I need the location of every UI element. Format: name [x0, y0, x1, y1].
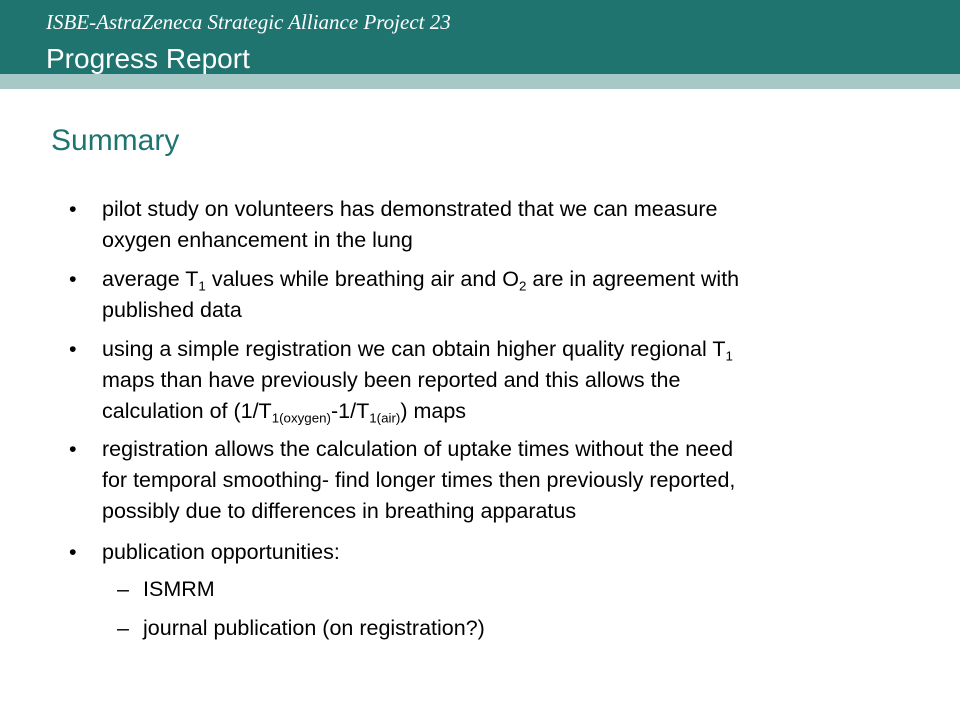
bullet-marker: •	[69, 197, 77, 221]
sub-bullet-text-ismrm: ISMRM	[143, 577, 215, 601]
bullet-marker: •	[69, 337, 77, 361]
bullet-text-line: registration allows the calculation of uptake times without the need	[102, 437, 734, 461]
text-segment: -1/T	[330, 399, 370, 423]
bullet-text-line: maps than have previously been reported and this allows the	[102, 368, 681, 392]
text-segment: calculation of (1/T	[102, 399, 272, 423]
bullet-marker: •	[69, 267, 77, 291]
text-segment: are in agreement with	[526, 267, 740, 291]
text-segment: using a simple registration we can obtain higher quality regional T	[102, 337, 726, 361]
subscript: 1(air)	[369, 410, 401, 426]
bullet-text-line: published data	[102, 298, 242, 322]
text-segment: average T	[102, 267, 199, 291]
subscript: 1	[198, 278, 206, 294]
bullet-text-line: oxygen enhancement in the lung	[102, 228, 413, 252]
text-segment: values while breathing air and O	[205, 267, 519, 291]
bullet-text-line: pilot study on volunteers has demonstrated that we can measure	[102, 197, 718, 221]
header-title: Progress Report	[46, 43, 250, 74]
bullet-marker: •	[69, 437, 77, 461]
bullet-marker: •	[69, 540, 77, 564]
sub-bullet-marker: –	[117, 616, 129, 640]
subscript: 2	[518, 278, 527, 294]
bullet-text-line	[102, 334, 733, 365]
bullet-text-line: for temporal smoothing- find longer times then previously reported,	[102, 468, 736, 492]
bullet-text-line	[102, 264, 739, 295]
sub-bullet-marker: –	[117, 577, 129, 601]
text-segment: ) maps	[400, 399, 467, 423]
header-subtitle: ISBE-AstraZeneca Strategic Alliance Project 23	[46, 10, 451, 34]
subscript: 1(oxygen)	[271, 410, 331, 426]
section-title: Summary	[51, 124, 180, 157]
subscript: 1	[725, 348, 733, 364]
bullet-text-line: publication opportunities:	[102, 540, 340, 564]
bullet-text-line	[102, 396, 466, 427]
sub-bullet-text-journal: journal publication (on registration?)	[143, 616, 485, 640]
bullet-text-line: possibly due to differences in breathing apparatus	[102, 499, 577, 523]
